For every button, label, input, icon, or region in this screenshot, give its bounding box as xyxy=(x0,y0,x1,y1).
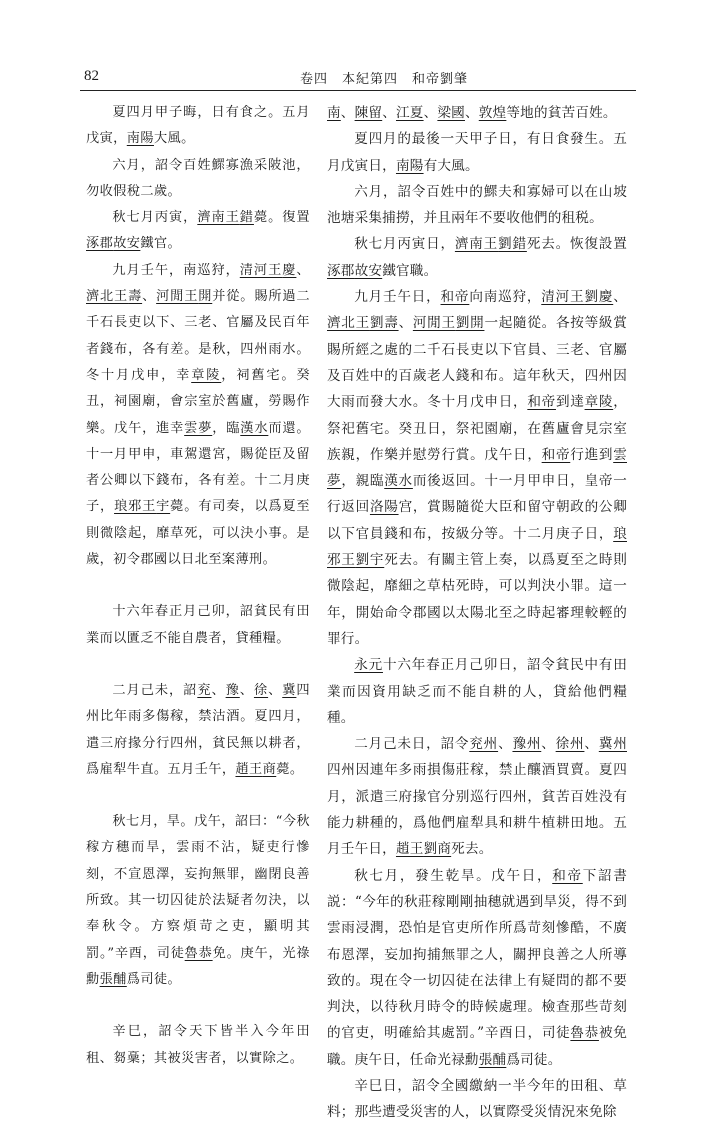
text-run: 有大風。 xyxy=(423,157,479,174)
text-run: 九月壬午，南巡狩， xyxy=(112,262,240,278)
proper-noun: 故安 xyxy=(354,262,383,279)
text-run: 薨。 xyxy=(276,761,304,777)
proper-noun: 南陽 xyxy=(126,131,154,147)
proper-noun: 和帝 xyxy=(527,394,556,411)
paragraph xyxy=(86,1019,310,1072)
text-run: 四州因連年多雨損傷莊稼，禁止釀酒買賣。夏四月，派遣三府掾官分别巡行四州，貧苦百姓没有能力耕種的，爲他們雇犁具和耕牛植耕田地。五月壬午日， xyxy=(327,762,627,858)
proper-noun: 江夏 xyxy=(395,105,424,121)
proper-noun: 濟南王 xyxy=(454,236,499,253)
text-run: 爲司徒。 xyxy=(126,971,182,987)
paragraph xyxy=(327,179,627,232)
text-run: 鐵官職。 xyxy=(382,262,438,279)
proper-noun: 劉開 xyxy=(455,315,485,332)
running-head: 卷四 本紀第四 和帝劉肇 xyxy=(300,72,469,87)
text-run: ，臨 xyxy=(212,420,241,436)
text-run: ，祠舊宅。癸丑，祠園廟，會宗室於舊廬，勞賜作樂。戊午，進幸 xyxy=(86,367,310,436)
proper-noun: 清河王 xyxy=(541,289,585,306)
text-run: 二月己未，詔 xyxy=(112,682,198,698)
text-run: 秋七月，旱。戊午，詔曰：“今秋稼方穗而旱，雲雨不沾，疑吏行慘刻，不宣恩澤，妄拘無罪，幽閉良善所致。其一切囚徒於法疑者勿決，以奉秋令。方察煩苛之吏，顯明其罰。”辛酉，司徒 xyxy=(86,814,310,961)
paragraph xyxy=(327,731,627,862)
proper-noun: 涿郡 xyxy=(86,236,114,252)
text-run: 辛巳日，詔令全國繳納一半今年的田租、草料；那些遭受災害的人，以實際受災情況來免除 xyxy=(327,1077,627,1121)
text-run: 而還。十一月甲申，車駕還宮，賜從臣及留者公卿以下錢布，各有差。十二月庚子， xyxy=(86,420,310,515)
proper-noun: 永元 xyxy=(354,657,383,674)
text-run: 下詔書説：“今年的秋莊稼剛剛抽穗就遇到旱災，得不到雲雨浸潤，恐怕是官吏所作所爲苛刻慘酷，不廣布恩澤，妄加拘捕無罪之人，關押良善之人所導致的。現在令一切囚徒在法律上有疑問的都不要判決，以待秋月時令的時候處理。檢查那些苛刻的官吏，明確給其處罰。”辛酉日，司徒 xyxy=(327,867,627,1042)
text-run: 、 xyxy=(382,105,396,121)
text-run: 死去。恢復設置 xyxy=(526,236,627,253)
text-run: 九月壬午日， xyxy=(354,289,441,306)
proper-noun: 豫州 xyxy=(512,736,542,753)
text-run: 六月，詔令百姓中的鰥夫和寡婦可以在山坡池塘采集捕撈，并且兩年不要收他們的租税。 xyxy=(327,183,627,227)
proper-noun: 壽 xyxy=(128,289,143,305)
text-run: 十六年春正月己卯日，詔令貧民中有田業而因資用缺乏而不能自耕的人，貸給他們糧種。 xyxy=(327,657,627,726)
proper-noun: 劉宇 xyxy=(355,552,385,569)
proper-noun: 故安 xyxy=(113,236,141,252)
text-run: 、 xyxy=(296,262,310,278)
proper-noun: 河閒王 xyxy=(156,289,199,305)
proper-noun: 張酺 xyxy=(99,971,127,987)
proper-noun: 濟北王 xyxy=(327,315,370,332)
proper-noun: 陳留 xyxy=(354,105,383,121)
text-run: 而後返回。十一月甲申日，皇帝一行返回 xyxy=(327,473,627,516)
paragraph xyxy=(86,153,310,206)
paragraph xyxy=(327,231,627,284)
proper-noun: 魯恭 xyxy=(184,945,213,961)
proper-noun: 張酺 xyxy=(478,1051,507,1068)
paragraph xyxy=(327,1073,627,1126)
text-run: 免。庚午，光祿勳 xyxy=(86,945,310,987)
text-run: 二月己未日，詔令 xyxy=(354,736,470,753)
proper-noun: 梁國 xyxy=(437,105,465,121)
proper-noun: 冀州 xyxy=(598,736,627,753)
proper-noun: 琅邪王 xyxy=(114,499,157,515)
text-run: 夏四月甲子晦，日有食之。五月戊寅， xyxy=(86,105,310,147)
proper-noun: 劉壽 xyxy=(369,315,399,332)
proper-noun: 兖 xyxy=(197,682,212,698)
text-run: 秋七月丙寅日， xyxy=(354,236,455,253)
text-run: 死去。 xyxy=(451,841,493,858)
proper-noun: 劉慶 xyxy=(584,289,614,306)
paragraph xyxy=(86,205,310,258)
text-run: 、 xyxy=(340,105,355,121)
proper-noun: 和帝 xyxy=(440,289,470,306)
text-run: 、 xyxy=(142,289,157,305)
paragraph xyxy=(327,284,627,652)
text-run: 被免職。庚午日，任命光禄勳 xyxy=(327,1025,627,1068)
paragraph xyxy=(86,599,310,652)
text-run: ，祭祀舊宅。癸丑日，祭祀園廟，在舊廬會見宗室族親，作樂并慰勞行賞。戊午日， xyxy=(327,394,627,463)
proper-noun: 琅邪王 xyxy=(327,525,627,569)
paragraph xyxy=(327,126,627,179)
proper-noun: 趙王 xyxy=(235,761,263,777)
text-run: 、 xyxy=(498,736,513,753)
proper-noun: 雲夢 xyxy=(184,420,213,436)
proper-noun: 冀 xyxy=(282,682,297,698)
proper-noun: 雲夢 xyxy=(327,446,627,490)
proper-noun: 錯 xyxy=(239,210,254,226)
text-run: 一起隨從。各按等級賞賜所經之處的二千石長吏以下官員、三老、官屬及百姓中的百歲老人錢和布。這年秋天，四州因大雨而發大水。冬十月戊申日， xyxy=(327,315,628,411)
paragraph xyxy=(327,100,627,126)
proper-noun: 南 xyxy=(327,105,341,121)
proper-noun: 章陵 xyxy=(584,394,614,411)
proper-noun: 趙王 xyxy=(395,841,424,858)
text-run: 、 xyxy=(398,315,413,332)
text-run: 、 xyxy=(211,682,226,698)
proper-noun: 洛陽 xyxy=(369,499,399,516)
paragraph xyxy=(86,258,310,574)
text-run: 薨。有司奏，以爲夏至則微陰起，靡草死，可以決小事。是歲，初令郡國以日北至案薄刑。 xyxy=(86,499,310,568)
text-run: 、 xyxy=(423,105,438,121)
text-run: ，親臨 xyxy=(341,473,385,490)
proper-noun: 涿郡 xyxy=(327,262,355,279)
proper-noun: 豫 xyxy=(225,682,240,698)
paragraph xyxy=(327,863,627,1073)
text-run: 向南巡狩， xyxy=(469,289,542,306)
header-rule xyxy=(80,90,636,91)
text-run: 鐵官。 xyxy=(140,236,182,252)
text-run: 辛巳，詔令天下皆半入今年田租、芻稾；其被災害者，以實除之。 xyxy=(86,1024,310,1066)
proper-noun: 徐 xyxy=(253,682,269,698)
proper-noun: 濟南王 xyxy=(197,210,240,226)
text-run: 、 xyxy=(464,105,479,121)
text-run: 夏四月的最後一天甲子日，有日食發生。五月戊寅日， xyxy=(327,131,627,174)
proper-noun: 魯恭 xyxy=(570,1025,599,1042)
paragraph xyxy=(86,100,310,153)
proper-noun: 漢水 xyxy=(384,473,413,490)
text-run: 四州比年雨多傷稼，禁沽酒。夏四月，遣三府掾分行四州，貧民無以耕者，爲雇犁牛直。五月壬午， xyxy=(86,682,310,777)
page-number: 82 xyxy=(84,68,99,84)
translation-text-column xyxy=(327,100,627,1126)
text-run: 、 xyxy=(268,682,283,698)
proper-noun: 河閒王 xyxy=(412,315,456,332)
text-run: 、 xyxy=(239,682,254,698)
paragraph xyxy=(327,652,627,731)
proper-noun: 清河王 xyxy=(239,262,283,278)
text-run: 薨。復置 xyxy=(253,210,310,226)
text-run: 、 xyxy=(584,736,599,753)
paragraph xyxy=(86,809,310,993)
proper-noun: 南陽 xyxy=(395,157,424,174)
paragraph xyxy=(86,678,310,783)
proper-noun: 漢水 xyxy=(240,420,269,436)
proper-noun: 章陵 xyxy=(191,367,222,383)
classical-text-column xyxy=(86,100,310,1072)
text-run: 行進到 xyxy=(570,446,614,463)
proper-noun: 劉錯 xyxy=(498,236,527,253)
text-run: 爲司徒。 xyxy=(506,1051,562,1068)
proper-noun: 濟北王 xyxy=(86,289,129,305)
text-run: 秋七月，發生乾旱。戊午日， xyxy=(354,867,553,884)
proper-noun: 徐州 xyxy=(555,736,585,753)
text-run: 六月，詔令百姓鰥寡漁采陂池，勿收假稅二歲。 xyxy=(86,157,310,199)
proper-noun: 宇 xyxy=(156,499,171,515)
proper-noun: 和帝 xyxy=(552,867,583,884)
text-run: 到達 xyxy=(555,394,585,411)
proper-noun: 劉商 xyxy=(423,841,452,858)
proper-noun: 和帝 xyxy=(541,446,571,463)
text-run: 大風。 xyxy=(153,131,195,147)
text-run: 十六年春正月己卯，詔貧民有田業而以匱乏不能自農者，貸種糧。 xyxy=(86,604,310,646)
proper-noun: 開 xyxy=(198,289,213,305)
text-run: 等地的貧苦百姓。 xyxy=(506,105,617,121)
proper-noun: 商 xyxy=(262,761,277,777)
text-run: 、 xyxy=(613,289,628,306)
text-run: 并從。賜所過二千石長吏以下、三老、官屬及民百年者錢布，各有差。是秋，四州雨水。冬十月戊申，幸 xyxy=(86,289,310,383)
proper-noun: 敦煌 xyxy=(478,105,507,121)
proper-noun: 兖州 xyxy=(469,736,499,753)
text-run: 秋七月丙寅， xyxy=(112,210,198,226)
proper-noun: 慶 xyxy=(282,262,297,278)
text-run: 宫，賞賜隨從大臣和留守朝政的公卿以下官員錢和布，按級分等。十二月庚子日， xyxy=(327,499,627,542)
text-run: 、 xyxy=(541,736,556,753)
text-run: 死去。有關主管上奏，以爲夏至之時則微陰起，靡細之草枯死時，可以判決小罪。這一年，開始命令郡國以太陽北至之時起審理較輕的罪行。 xyxy=(327,552,627,647)
